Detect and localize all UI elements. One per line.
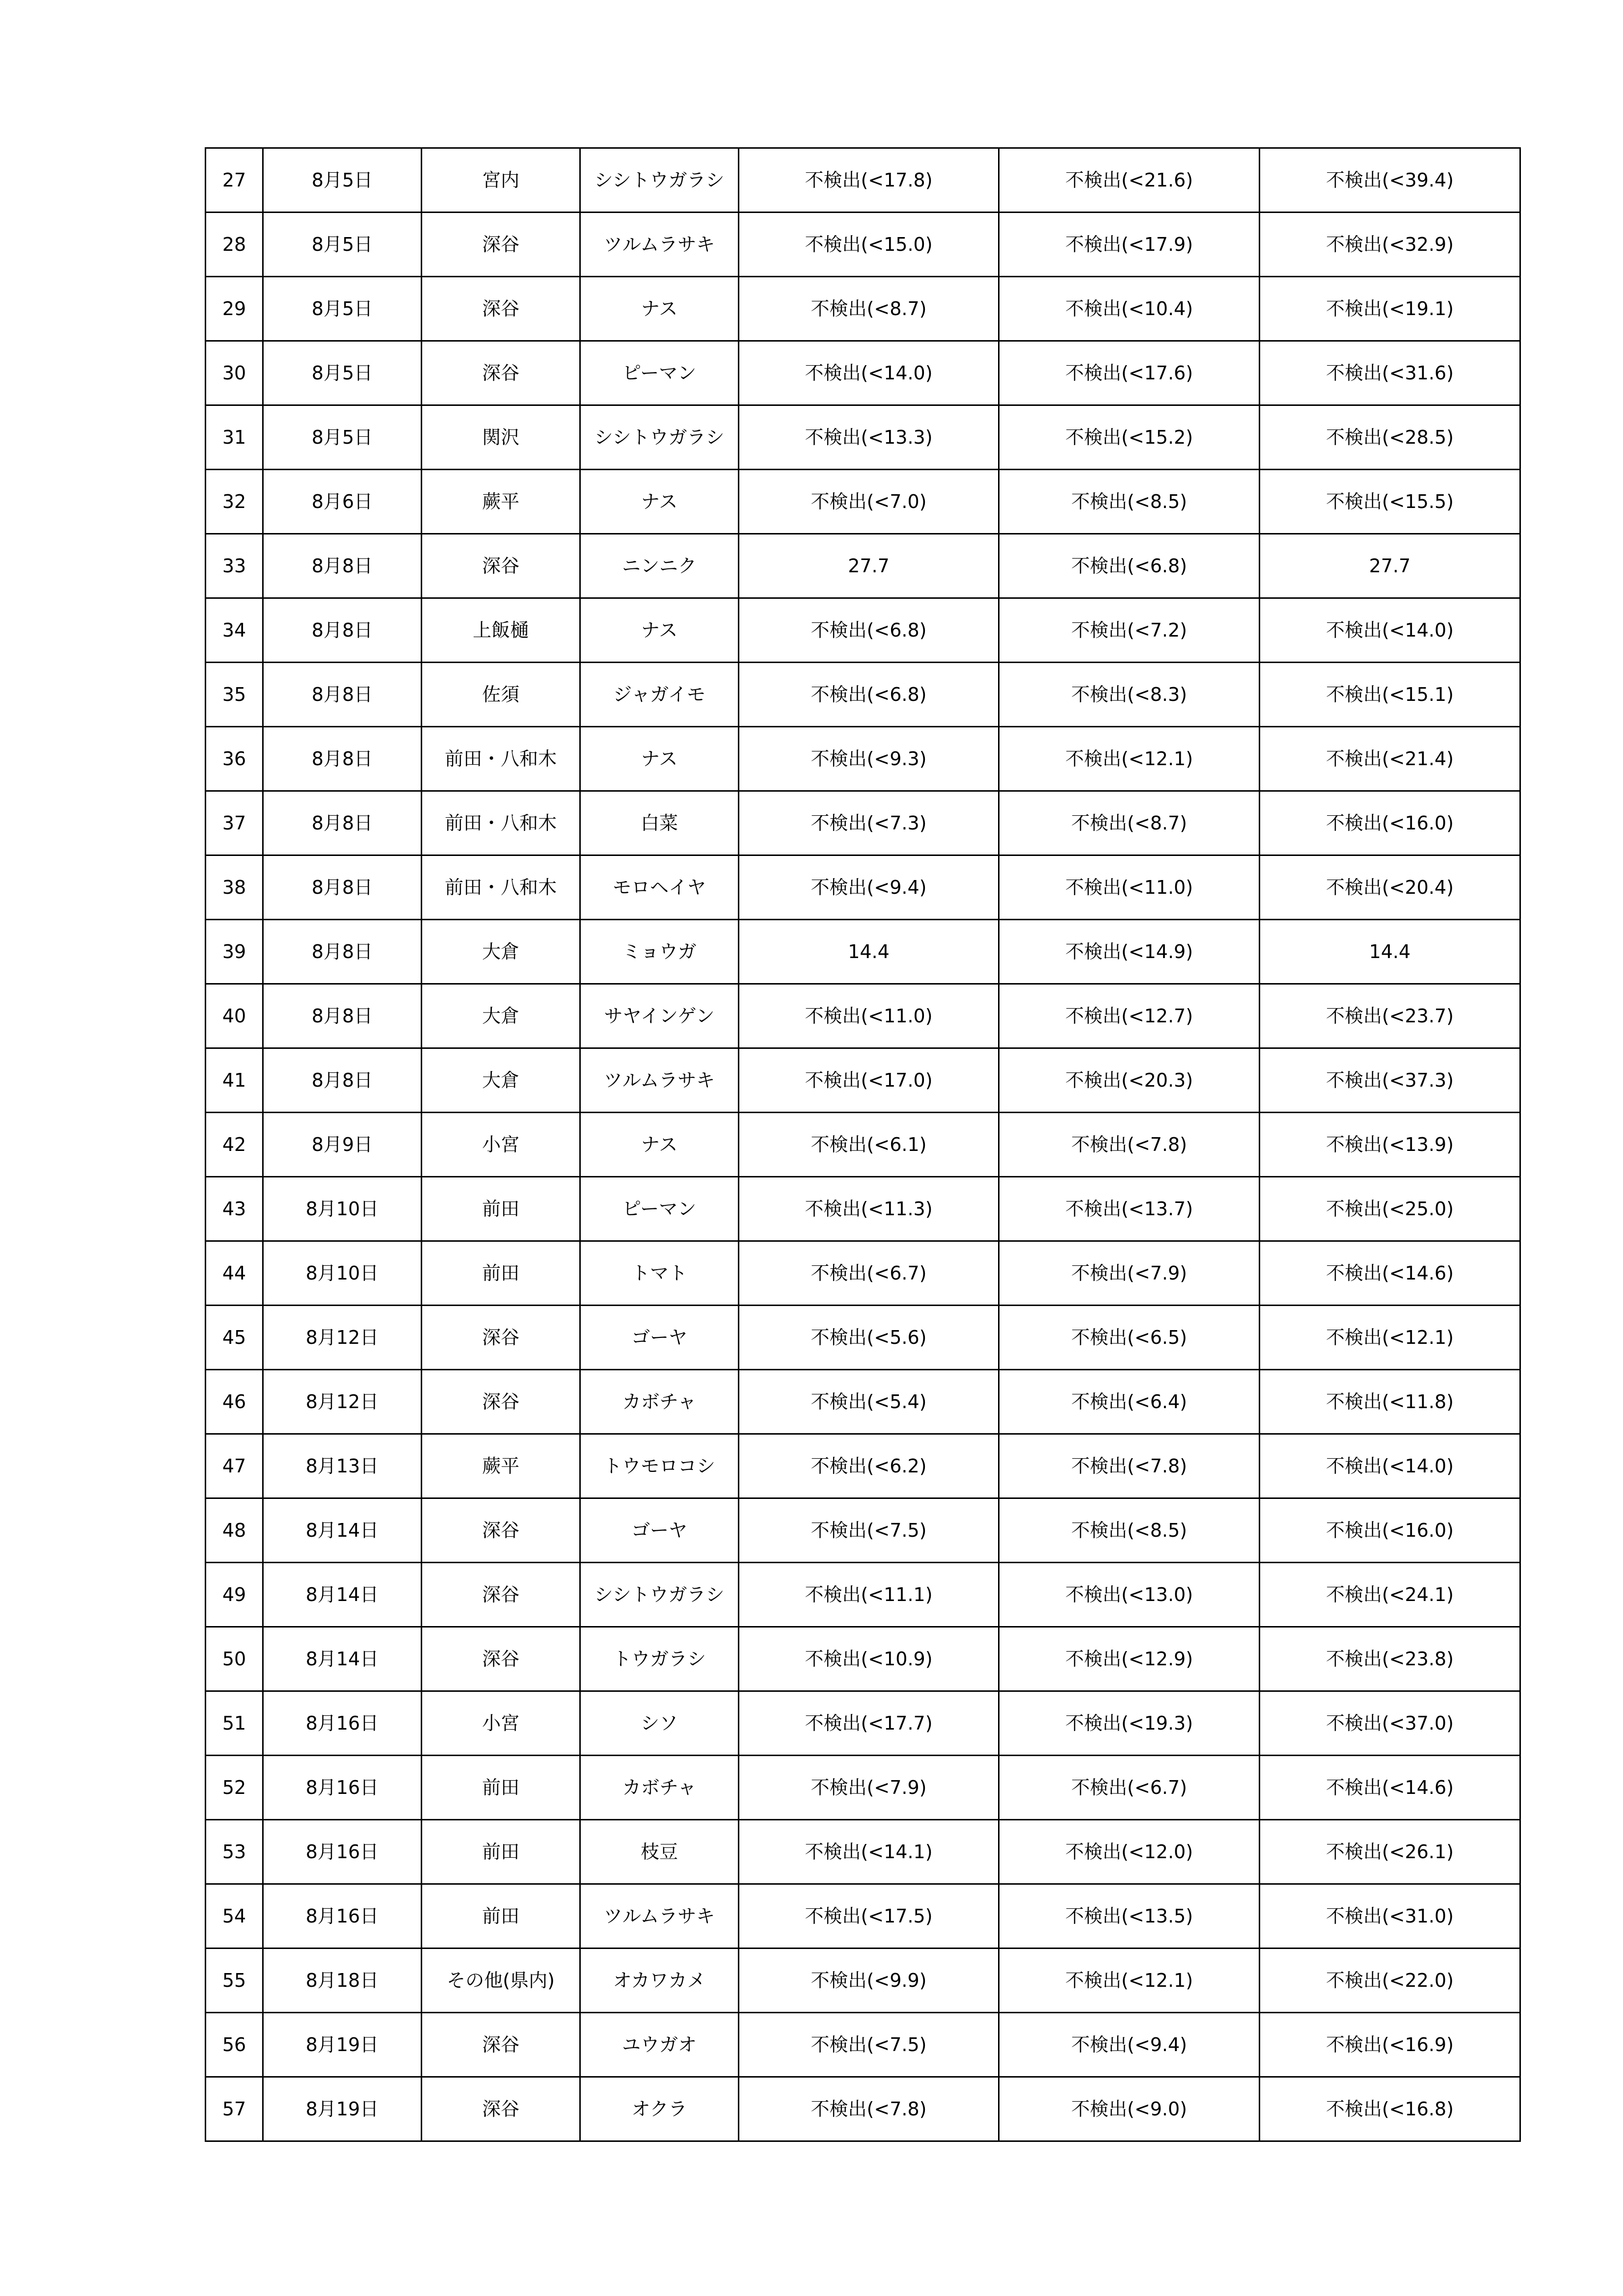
value-2-cell: 不検出(<7.2) bbox=[999, 598, 1260, 663]
row-number-cell: 42 bbox=[206, 1113, 263, 1177]
row-number-cell: 48 bbox=[206, 1498, 263, 1563]
table-row bbox=[206, 1498, 1520, 1563]
table-row bbox=[206, 1949, 1520, 2013]
value-2-cell: 不検出(<19.3) bbox=[999, 1691, 1260, 1756]
value-3-cell: 不検出(<15.5) bbox=[1260, 470, 1520, 534]
location-cell: 前田・八和木 bbox=[422, 791, 580, 855]
date-cell: 8月5日 bbox=[263, 213, 422, 277]
value-3-cell: 不検出(<22.0) bbox=[1260, 1949, 1520, 2013]
table-row bbox=[206, 1820, 1520, 1884]
date-cell: 8月5日 bbox=[263, 148, 422, 213]
row-number-cell: 55 bbox=[206, 1949, 263, 2013]
table-row bbox=[206, 1113, 1520, 1177]
item-cell: シシトウガラシ bbox=[580, 405, 739, 470]
location-cell: 蕨平 bbox=[422, 470, 580, 534]
row-number-cell: 37 bbox=[206, 791, 263, 855]
table-row bbox=[206, 1756, 1520, 1820]
value-2-cell: 不検出(<10.4) bbox=[999, 277, 1260, 341]
item-cell: シシトウガラシ bbox=[580, 148, 739, 213]
row-number-cell: 35 bbox=[206, 663, 263, 727]
item-cell: ツルムラサキ bbox=[580, 1048, 739, 1113]
value-1-cell: 不検出(<6.7) bbox=[739, 1241, 999, 1306]
value-1-cell: 不検出(<9.4) bbox=[739, 855, 999, 920]
value-2-cell: 不検出(<14.9) bbox=[999, 920, 1260, 984]
item-cell: トマト bbox=[580, 1241, 739, 1306]
value-3-cell: 不検出(<16.0) bbox=[1260, 1498, 1520, 1563]
row-number-cell: 34 bbox=[206, 598, 263, 663]
value-2-cell: 不検出(<7.8) bbox=[999, 1113, 1260, 1177]
value-1-cell: 不検出(<17.7) bbox=[739, 1691, 999, 1756]
date-cell: 8月8日 bbox=[263, 1048, 422, 1113]
table-row bbox=[206, 1241, 1520, 1306]
location-cell: 前田・八和木 bbox=[422, 855, 580, 920]
value-2-cell: 不検出(<6.8) bbox=[999, 534, 1260, 598]
table-row bbox=[206, 148, 1520, 213]
table-row bbox=[206, 470, 1520, 534]
value-1-cell: 不検出(<7.5) bbox=[739, 2013, 999, 2077]
value-3-cell: 不検出(<37.3) bbox=[1260, 1048, 1520, 1113]
item-cell: ピーマン bbox=[580, 1177, 739, 1241]
location-cell: 深谷 bbox=[422, 534, 580, 598]
location-cell: 深谷 bbox=[422, 2013, 580, 2077]
table-row bbox=[206, 727, 1520, 791]
location-cell: 小宮 bbox=[422, 1691, 580, 1756]
value-1-cell: 不検出(<10.9) bbox=[739, 1627, 999, 1691]
row-number-cell: 54 bbox=[206, 1884, 263, 1949]
value-1-cell: 不検出(<7.0) bbox=[739, 470, 999, 534]
value-3-cell: 不検出(<28.5) bbox=[1260, 405, 1520, 470]
value-2-cell: 不検出(<9.0) bbox=[999, 2077, 1260, 2141]
value-1-cell: 14.4 bbox=[739, 920, 999, 984]
row-number-cell: 49 bbox=[206, 1563, 263, 1627]
value-1-cell: 不検出(<8.7) bbox=[739, 277, 999, 341]
row-number-cell: 41 bbox=[206, 1048, 263, 1113]
value-3-cell: 不検出(<12.1) bbox=[1260, 1306, 1520, 1370]
date-cell: 8月16日 bbox=[263, 1756, 422, 1820]
value-3-cell: 不検出(<24.1) bbox=[1260, 1563, 1520, 1627]
location-cell: 関沢 bbox=[422, 405, 580, 470]
location-cell: 小宮 bbox=[422, 1113, 580, 1177]
location-cell: 大倉 bbox=[422, 1048, 580, 1113]
item-cell: トウガラシ bbox=[580, 1627, 739, 1691]
value-3-cell: 不検出(<26.1) bbox=[1260, 1820, 1520, 1884]
value-2-cell: 不検出(<12.7) bbox=[999, 984, 1260, 1048]
row-number-cell: 56 bbox=[206, 2013, 263, 2077]
item-cell: ミョウガ bbox=[580, 920, 739, 984]
value-3-cell: 不検出(<14.0) bbox=[1260, 1434, 1520, 1498]
row-number-cell: 47 bbox=[206, 1434, 263, 1498]
value-1-cell: 不検出(<11.3) bbox=[739, 1177, 999, 1241]
value-2-cell: 不検出(<11.0) bbox=[999, 855, 1260, 920]
table-row bbox=[206, 277, 1520, 341]
value-2-cell: 不検出(<8.5) bbox=[999, 1498, 1260, 1563]
date-cell: 8月16日 bbox=[263, 1820, 422, 1884]
value-3-cell: 不検出(<20.4) bbox=[1260, 855, 1520, 920]
table-row bbox=[206, 1048, 1520, 1113]
value-1-cell: 不検出(<17.5) bbox=[739, 1884, 999, 1949]
table-row bbox=[206, 1884, 1520, 1949]
value-1-cell: 不検出(<6.8) bbox=[739, 598, 999, 663]
date-cell: 8月16日 bbox=[263, 1884, 422, 1949]
value-1-cell: 不検出(<17.8) bbox=[739, 148, 999, 213]
value-1-cell: 不検出(<7.8) bbox=[739, 2077, 999, 2141]
table-row bbox=[206, 405, 1520, 470]
row-number-cell: 32 bbox=[206, 470, 263, 534]
item-cell: ツルムラサキ bbox=[580, 1884, 739, 1949]
value-3-cell: 不検出(<15.1) bbox=[1260, 663, 1520, 727]
table-row bbox=[206, 2013, 1520, 2077]
location-cell: 前田 bbox=[422, 1884, 580, 1949]
location-cell: 深谷 bbox=[422, 213, 580, 277]
value-2-cell: 不検出(<12.1) bbox=[999, 1949, 1260, 2013]
table-row bbox=[206, 598, 1520, 663]
date-cell: 8月8日 bbox=[263, 984, 422, 1048]
value-2-cell: 不検出(<13.5) bbox=[999, 1884, 1260, 1949]
date-cell: 8月12日 bbox=[263, 1306, 422, 1370]
date-cell: 8月10日 bbox=[263, 1177, 422, 1241]
table-row bbox=[206, 1306, 1520, 1370]
table-row bbox=[206, 1691, 1520, 1756]
value-2-cell: 不検出(<6.4) bbox=[999, 1370, 1260, 1434]
row-number-cell: 43 bbox=[206, 1177, 263, 1241]
item-cell: シソ bbox=[580, 1691, 739, 1756]
value-1-cell: 不検出(<7.9) bbox=[739, 1756, 999, 1820]
location-cell: 深谷 bbox=[422, 341, 580, 405]
table-row bbox=[206, 1177, 1520, 1241]
row-number-cell: 38 bbox=[206, 855, 263, 920]
value-1-cell: 不検出(<5.6) bbox=[739, 1306, 999, 1370]
item-cell: ツルムラサキ bbox=[580, 213, 739, 277]
date-cell: 8月8日 bbox=[263, 727, 422, 791]
item-cell: モロヘイヤ bbox=[580, 855, 739, 920]
item-cell: 枝豆 bbox=[580, 1820, 739, 1884]
value-3-cell: 14.4 bbox=[1260, 920, 1520, 984]
location-cell: 大倉 bbox=[422, 920, 580, 984]
table-row bbox=[206, 855, 1520, 920]
value-1-cell: 不検出(<11.0) bbox=[739, 984, 999, 1048]
date-cell: 8月5日 bbox=[263, 341, 422, 405]
value-1-cell: 不検出(<6.8) bbox=[739, 663, 999, 727]
item-cell: ゴーヤ bbox=[580, 1498, 739, 1563]
value-1-cell: 不検出(<13.3) bbox=[739, 405, 999, 470]
item-cell: カボチャ bbox=[580, 1756, 739, 1820]
value-3-cell: 不検出(<25.0) bbox=[1260, 1177, 1520, 1241]
value-1-cell: 不検出(<6.1) bbox=[739, 1113, 999, 1177]
date-cell: 8月9日 bbox=[263, 1113, 422, 1177]
date-cell: 8月8日 bbox=[263, 598, 422, 663]
row-number-cell: 28 bbox=[206, 213, 263, 277]
row-number-cell: 27 bbox=[206, 148, 263, 213]
table-body bbox=[206, 148, 1520, 2141]
value-3-cell: 不検出(<31.6) bbox=[1260, 341, 1520, 405]
value-2-cell: 不検出(<20.3) bbox=[999, 1048, 1260, 1113]
date-cell: 8月8日 bbox=[263, 534, 422, 598]
location-cell: 上飯樋 bbox=[422, 598, 580, 663]
row-number-cell: 31 bbox=[206, 405, 263, 470]
value-3-cell: 不検出(<37.0) bbox=[1260, 1691, 1520, 1756]
table-row bbox=[206, 1434, 1520, 1498]
date-cell: 8月8日 bbox=[263, 920, 422, 984]
date-cell: 8月14日 bbox=[263, 1498, 422, 1563]
row-number-cell: 45 bbox=[206, 1306, 263, 1370]
value-2-cell: 不検出(<8.3) bbox=[999, 663, 1260, 727]
value-1-cell: 不検出(<6.2) bbox=[739, 1434, 999, 1498]
value-1-cell: 不検出(<7.5) bbox=[739, 1498, 999, 1563]
value-3-cell: 不検出(<16.0) bbox=[1260, 791, 1520, 855]
row-number-cell: 40 bbox=[206, 984, 263, 1048]
location-cell: 深谷 bbox=[422, 1563, 580, 1627]
item-cell: オカワカメ bbox=[580, 1949, 739, 2013]
location-cell: 深谷 bbox=[422, 2077, 580, 2141]
date-cell: 8月8日 bbox=[263, 791, 422, 855]
row-number-cell: 50 bbox=[206, 1627, 263, 1691]
item-cell: 白菜 bbox=[580, 791, 739, 855]
item-cell: ナス bbox=[580, 277, 739, 341]
row-number-cell: 51 bbox=[206, 1691, 263, 1756]
value-1-cell: 不検出(<9.3) bbox=[739, 727, 999, 791]
value-2-cell: 不検出(<6.5) bbox=[999, 1306, 1260, 1370]
item-cell: ユウガオ bbox=[580, 2013, 739, 2077]
results-table bbox=[205, 147, 1521, 2142]
value-2-cell: 不検出(<9.4) bbox=[999, 2013, 1260, 2077]
value-2-cell: 不検出(<17.9) bbox=[999, 213, 1260, 277]
row-number-cell: 39 bbox=[206, 920, 263, 984]
row-number-cell: 30 bbox=[206, 341, 263, 405]
value-2-cell: 不検出(<12.1) bbox=[999, 727, 1260, 791]
item-cell: ナス bbox=[580, 598, 739, 663]
value-3-cell: 不検出(<14.6) bbox=[1260, 1241, 1520, 1306]
location-cell: 深谷 bbox=[422, 1627, 580, 1691]
row-number-cell: 46 bbox=[206, 1370, 263, 1434]
location-cell: 深谷 bbox=[422, 1370, 580, 1434]
location-cell: その他(県内) bbox=[422, 1949, 580, 2013]
row-number-cell: 53 bbox=[206, 1820, 263, 1884]
date-cell: 8月5日 bbox=[263, 405, 422, 470]
date-cell: 8月12日 bbox=[263, 1370, 422, 1434]
date-cell: 8月19日 bbox=[263, 2013, 422, 2077]
value-1-cell: 不検出(<5.4) bbox=[739, 1370, 999, 1434]
value-3-cell: 不検出(<14.6) bbox=[1260, 1756, 1520, 1820]
value-1-cell: 不検出(<14.1) bbox=[739, 1820, 999, 1884]
table-row bbox=[206, 663, 1520, 727]
table-row bbox=[206, 341, 1520, 405]
date-cell: 8月18日 bbox=[263, 1949, 422, 2013]
item-cell: ゴーヤ bbox=[580, 1306, 739, 1370]
value-3-cell: 不検出(<23.7) bbox=[1260, 984, 1520, 1048]
value-3-cell: 不検出(<16.9) bbox=[1260, 2013, 1520, 2077]
table-row bbox=[206, 534, 1520, 598]
value-1-cell: 27.7 bbox=[739, 534, 999, 598]
value-1-cell: 不検出(<14.0) bbox=[739, 341, 999, 405]
value-3-cell: 不検出(<32.9) bbox=[1260, 213, 1520, 277]
item-cell: ジャガイモ bbox=[580, 663, 739, 727]
location-cell: 深谷 bbox=[422, 1498, 580, 1563]
value-2-cell: 不検出(<7.9) bbox=[999, 1241, 1260, 1306]
item-cell: ナス bbox=[580, 1113, 739, 1177]
table-row bbox=[206, 1563, 1520, 1627]
value-2-cell: 不検出(<12.9) bbox=[999, 1627, 1260, 1691]
location-cell: 前田 bbox=[422, 1177, 580, 1241]
value-3-cell: 不検出(<14.0) bbox=[1260, 598, 1520, 663]
value-2-cell: 不検出(<6.7) bbox=[999, 1756, 1260, 1820]
date-cell: 8月8日 bbox=[263, 855, 422, 920]
item-cell: サヤインゲン bbox=[580, 984, 739, 1048]
location-cell: 佐須 bbox=[422, 663, 580, 727]
item-cell: オクラ bbox=[580, 2077, 739, 2141]
table-row bbox=[206, 1370, 1520, 1434]
value-2-cell: 不検出(<8.7) bbox=[999, 791, 1260, 855]
table-row bbox=[206, 920, 1520, 984]
value-2-cell: 不検出(<13.7) bbox=[999, 1177, 1260, 1241]
location-cell: 前田 bbox=[422, 1820, 580, 1884]
value-1-cell: 不検出(<7.3) bbox=[739, 791, 999, 855]
row-number-cell: 33 bbox=[206, 534, 263, 598]
table-row bbox=[206, 791, 1520, 855]
table-row bbox=[206, 1627, 1520, 1691]
location-cell: 深谷 bbox=[422, 277, 580, 341]
date-cell: 8月8日 bbox=[263, 663, 422, 727]
value-1-cell: 不検出(<15.0) bbox=[739, 213, 999, 277]
value-2-cell: 不検出(<12.0) bbox=[999, 1820, 1260, 1884]
item-cell: ピーマン bbox=[580, 341, 739, 405]
value-3-cell: 27.7 bbox=[1260, 534, 1520, 598]
value-3-cell: 不検出(<23.8) bbox=[1260, 1627, 1520, 1691]
date-cell: 8月6日 bbox=[263, 470, 422, 534]
date-cell: 8月10日 bbox=[263, 1241, 422, 1306]
row-number-cell: 57 bbox=[206, 2077, 263, 2141]
item-cell: カボチャ bbox=[580, 1370, 739, 1434]
value-3-cell: 不検出(<39.4) bbox=[1260, 148, 1520, 213]
table-row bbox=[206, 2077, 1520, 2141]
location-cell: 前田 bbox=[422, 1756, 580, 1820]
date-cell: 8月19日 bbox=[263, 2077, 422, 2141]
item-cell: ナス bbox=[580, 727, 739, 791]
value-2-cell: 不検出(<7.8) bbox=[999, 1434, 1260, 1498]
location-cell: 前田・八和木 bbox=[422, 727, 580, 791]
value-2-cell: 不検出(<8.5) bbox=[999, 470, 1260, 534]
row-number-cell: 52 bbox=[206, 1756, 263, 1820]
row-number-cell: 36 bbox=[206, 727, 263, 791]
date-cell: 8月16日 bbox=[263, 1691, 422, 1756]
value-2-cell: 不検出(<17.6) bbox=[999, 341, 1260, 405]
item-cell: シシトウガラシ bbox=[580, 1563, 739, 1627]
location-cell: 前田 bbox=[422, 1241, 580, 1306]
table-row bbox=[206, 984, 1520, 1048]
value-3-cell: 不検出(<11.8) bbox=[1260, 1370, 1520, 1434]
table-row bbox=[206, 213, 1520, 277]
location-cell: 宮内 bbox=[422, 148, 580, 213]
value-3-cell: 不検出(<21.4) bbox=[1260, 727, 1520, 791]
value-2-cell: 不検出(<21.6) bbox=[999, 148, 1260, 213]
item-cell: ニンニク bbox=[580, 534, 739, 598]
value-3-cell: 不検出(<31.0) bbox=[1260, 1884, 1520, 1949]
date-cell: 8月13日 bbox=[263, 1434, 422, 1498]
value-3-cell: 不検出(<13.9) bbox=[1260, 1113, 1520, 1177]
value-1-cell: 不検出(<9.9) bbox=[739, 1949, 999, 2013]
item-cell: トウモロコシ bbox=[580, 1434, 739, 1498]
location-cell: 蕨平 bbox=[422, 1434, 580, 1498]
value-3-cell: 不検出(<16.8) bbox=[1260, 2077, 1520, 2141]
location-cell: 深谷 bbox=[422, 1306, 580, 1370]
value-2-cell: 不検出(<15.2) bbox=[999, 405, 1260, 470]
value-1-cell: 不検出(<11.1) bbox=[739, 1563, 999, 1627]
row-number-cell: 44 bbox=[206, 1241, 263, 1306]
date-cell: 8月14日 bbox=[263, 1563, 422, 1627]
date-cell: 8月5日 bbox=[263, 277, 422, 341]
row-number-cell: 29 bbox=[206, 277, 263, 341]
value-1-cell: 不検出(<17.0) bbox=[739, 1048, 999, 1113]
item-cell: ナス bbox=[580, 470, 739, 534]
value-3-cell: 不検出(<19.1) bbox=[1260, 277, 1520, 341]
location-cell: 大倉 bbox=[422, 984, 580, 1048]
value-2-cell: 不検出(<13.0) bbox=[999, 1563, 1260, 1627]
date-cell: 8月14日 bbox=[263, 1627, 422, 1691]
